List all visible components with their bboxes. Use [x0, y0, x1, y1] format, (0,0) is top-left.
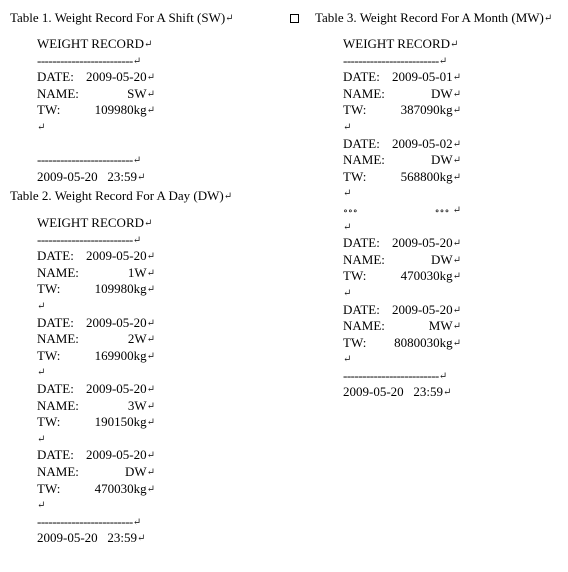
name-row: NAME: SW↵	[37, 85, 155, 101]
table3-record	[343, 36, 461, 401]
list-bullet-box	[290, 14, 299, 23]
tw-row: TW: 470030kg↵	[37, 480, 155, 496]
table2-header: WEIGHT RECORD↵	[37, 215, 153, 230]
name-row: NAME: DW↵	[343, 85, 461, 101]
date-row: DATE: 2009-05-02↵	[343, 135, 461, 151]
table1-header: WEIGHT RECORD↵	[37, 36, 153, 51]
date-row: DATE: 2009-05-20↵	[343, 301, 461, 317]
name-row: NAME: 2W↵	[37, 331, 155, 347]
blank-line: ↵	[343, 121, 352, 133]
tw-row: TW: 470030kg↵	[343, 268, 461, 284]
tw-row: TW: 109980kg↵	[37, 102, 155, 118]
footer-timestamp: 2009-05-20 23:59↵	[343, 384, 452, 400]
table1-record	[37, 36, 155, 185]
blank-line: ↵	[343, 354, 352, 366]
separator-line: -------------------------↵	[37, 513, 141, 529]
table3-header: WEIGHT RECORD↵	[343, 36, 459, 51]
name-row: NAME: 3W↵	[37, 397, 155, 413]
date-row: DATE: 2009-05-20↵	[343, 235, 461, 251]
date-row: DATE: 2009-05-20↵	[37, 69, 155, 85]
separator-line: -------------------------↵	[343, 52, 447, 68]
blank-line: ↵	[37, 433, 46, 445]
separator-line: -------------------------↵	[37, 231, 141, 247]
tw-row: TW: 568800kg↵	[343, 168, 461, 184]
blank-line: ↵	[343, 287, 352, 299]
blank-line: ↵	[343, 188, 352, 200]
ellipsis-row: ∘∘∘ ∘∘∘ ↵	[343, 204, 461, 217]
date-row: DATE: 2009-05-20↵	[37, 447, 155, 463]
footer-timestamp: 2009-05-20 23:59↵	[37, 168, 146, 184]
name-row: NAME: DW↵	[343, 251, 461, 267]
date-row: DATE: 2009-05-20↵	[37, 314, 155, 330]
blank-line: ↵	[37, 500, 46, 512]
tw-row: TW: 169900kg↵	[37, 347, 155, 363]
name-row: NAME: DW↵	[37, 463, 155, 479]
tw-row: TW: 8080030kg↵	[343, 334, 461, 350]
blank-line: ↵	[343, 221, 352, 233]
date-row: DATE: 2009-05-20↵	[37, 380, 155, 396]
tw-row: TW: 109980kg↵	[37, 281, 155, 297]
table2-record	[37, 215, 155, 547]
date-row: DATE: 2009-05-01↵	[343, 69, 461, 85]
tw-row: TW: 387090kg↵	[343, 102, 461, 118]
separator-line: -------------------------↵	[37, 52, 141, 68]
separator-line: -------------------------↵	[37, 152, 141, 168]
name-row: NAME: MW↵	[343, 318, 461, 334]
date-row: DATE: 2009-05-20↵	[37, 248, 155, 264]
name-row: NAME: DW↵	[343, 152, 461, 168]
blank-line: ↵	[37, 367, 46, 379]
table2-caption: Table 2. Weight Record For A Day (DW)↵	[10, 188, 233, 203]
separator-line: -------------------------↵	[343, 367, 447, 383]
blank-line: ↵	[37, 300, 46, 312]
tw-row: TW: 190150kg↵	[37, 414, 155, 430]
name-row: NAME: 1W↵	[37, 264, 155, 280]
footer-timestamp: 2009-05-20 23:59↵	[37, 530, 146, 546]
table3-caption: Table 3. Weight Record For A Month (MW)↵	[315, 10, 553, 25]
table1-caption: Table 1. Weight Record For A Shift (SW)↵	[10, 10, 234, 25]
blank-line: ↵	[37, 121, 46, 133]
